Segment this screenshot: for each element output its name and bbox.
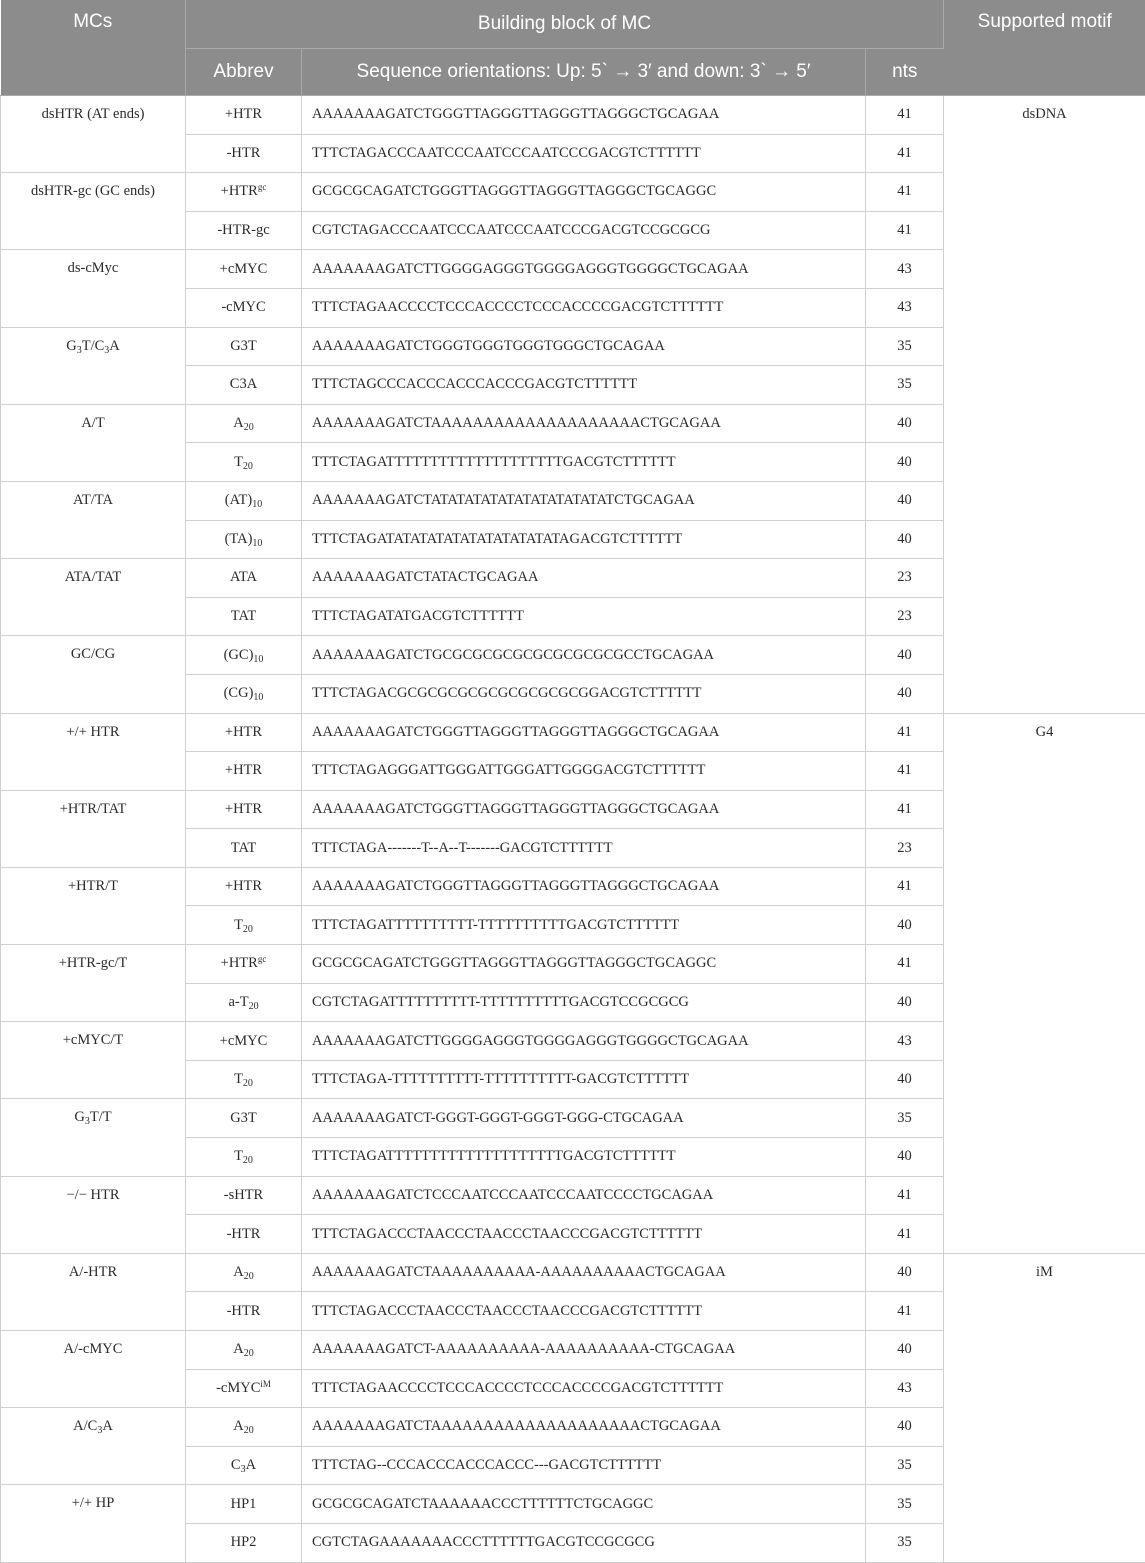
supported-motif-cell: G4 [944,713,1145,1253]
nts-cell: 40 [866,443,944,482]
text-part: ATA [230,569,257,585]
mc-name-cell [1,1022,186,1099]
abbrev-cell [186,1253,302,1292]
text-part: dsHTR-gc (GC ends) [31,183,155,199]
sequence-cell: TTTCTAGATTTTTTTTTTTTTTTTTTTTGACGTCTTTTTT [302,443,866,482]
text-part: -cMYC [216,1380,260,1396]
text-part: -cMYC [221,299,265,315]
sequence-cell: AAAAAAAGATCTCCCAATCCCAATCCCAATCCCCTGCAGAA [302,1176,866,1215]
abbrev-cell [186,1331,302,1370]
abbrev-cell [186,1022,302,1061]
nts-cell: 40 [866,1331,944,1370]
text-part: T [234,1071,243,1087]
nts-cell: 43 [866,1369,944,1408]
sequence-cell: CGTCTAGAAAAAAACCCTTTTTTGACGTCCGCGCG [302,1523,866,1562]
sequence-cell: AAAAAAAGATCT-GGGT-GGGT-GGGT-GGG-CTGCAGAA [302,1099,866,1138]
text-part: +HTR [225,801,262,817]
text-part: GC/CG [71,646,115,662]
text-part: A/C [73,1418,97,1434]
text-part: HP2 [231,1534,257,1550]
text-part: (AT) [225,492,252,508]
mc-name-cell [1,1253,186,1330]
text-part: -HTR-gc [217,222,269,238]
nts-cell: 35 [866,1446,944,1485]
text-part: -HTR [227,1226,261,1242]
header-abbrev: Abbrev [186,49,302,96]
abbrev-cell [186,1176,302,1215]
abbrev-cell [186,211,302,250]
text-part: +HTR [225,724,262,740]
text-part: A/-cMYC [64,1341,123,1357]
nts-cell: 23 [866,597,944,636]
abbrev-cell [186,443,302,482]
text-part: +HTR-gc/T [59,955,128,971]
sequence-cell: AAAAAAAGATCTGGGTGGGTGGGTGGGCTGCAGAA [302,327,866,366]
sequence-cell: GCGCGCAGATCTGGGTTAGGGTTAGGGTTAGGGCTGCAGGC [302,173,866,212]
abbrev-cell [186,1215,302,1254]
nts-cell: 23 [866,829,944,868]
abbrev-cell [186,96,302,135]
sequence-cell: TTTCTAGCCCACCCACCCACCCGACGTCTTTTTT [302,366,866,405]
abbrev-cell [186,134,302,173]
superscript: gc [258,954,267,964]
nts-cell: 23 [866,559,944,598]
nts-cell: 41 [866,173,944,212]
text-part: +cMYC [220,261,268,277]
subscript: 20 [244,1425,254,1436]
text-part: +HTR [225,762,262,778]
sequence-cell: TTTCTAGATTTTTTTTTT-TTTTTTTTTTGACGTCTTTTTT [302,906,866,945]
nts-cell: 40 [866,1253,944,1292]
text-part: AT/TA [73,492,113,508]
subscript: 20 [249,1001,259,1012]
header-mcs: MCs [1,0,186,96]
header-supported-motif: Supported motif [944,0,1145,96]
abbrev-cell [186,867,302,906]
table-body [1,96,1145,1563]
subscript: 3 [241,1464,246,1475]
abbrev-cell [186,945,302,984]
sequence-cell: TTTCTAGAGGGATTGGGATTGGGATTGGGGACGTCTTTTTT [302,752,866,791]
sequence-cell: TTTCTAGAACCCCTCCCACCCCTCCCACCCCGACGTCTTTTTT [302,288,866,327]
subscript: 10 [252,538,262,549]
supported-motif-cell: iM [944,1253,1145,1562]
nts-cell: 35 [866,1099,944,1138]
nts-cell: 41 [866,1176,944,1215]
supported-motif-cell: dsDNA [944,96,1145,714]
text-part: A [109,338,119,354]
abbrev-cell [186,829,302,868]
abbrev-cell [186,1060,302,1099]
sequence-cell: AAAAAAAGATCTGGGTTAGGGTTAGGGTTAGGGCTGCAGAA [302,867,866,906]
abbrev-cell [186,752,302,791]
text-part: −/− HTR [66,1187,119,1203]
sequence-cell: TTTCTAGACCCTAACCCTAACCCTAACCCGACGTCTTTTTT [302,1292,866,1331]
sequence-cell: AAAAAAAGATCT-AAAAAAAAAA-AAAAAAAAAA-CTGCAGAA [302,1331,866,1370]
sequence-cell: TTTCTAG--CCCACCCACCCACCC---GACGTCTTTTTT [302,1446,866,1485]
nts-cell: 43 [866,1022,944,1061]
nts-cell: 35 [866,366,944,405]
abbrev-cell [186,790,302,829]
abbrev-cell [186,1485,302,1524]
subscript: 3 [77,345,82,356]
text-part: C [231,1457,241,1473]
nts-cell: 40 [866,1060,944,1099]
abbrev-cell [186,173,302,212]
mc-name-cell [1,404,186,481]
abbrev-cell [186,559,302,598]
sequence-cell: GCGCGCAGATCTAAAAAACCCTTTTTTCTGCAGGC [302,1485,866,1524]
sequence-cell: AAAAAAAGATCTAAAAAAAAAAAAAAAAAAAACTGCAGAA [302,404,866,443]
nts-cell: 41 [866,1292,944,1331]
sequence-cell: AAAAAAAGATCTGGGTTAGGGTTAGGGTTAGGGCTGCAGAA [302,790,866,829]
text-part: G3T [230,1110,257,1126]
text-part: A [233,1264,243,1280]
nts-cell: 43 [866,250,944,289]
text-part: A [233,1341,243,1357]
sequence-cell: CGTCTAGACCCAATCCCAATCCCAATCCCGACGTCCGCGCG [302,211,866,250]
nts-cell: 40 [866,1408,944,1447]
abbrev-cell [186,250,302,289]
nts-cell: 41 [866,790,944,829]
nts-cell: 41 [866,1215,944,1254]
text-part: ATA/TAT [65,569,121,585]
nts-cell: 41 [866,134,944,173]
mc-name-cell [1,96,186,173]
mc-name-cell [1,559,186,636]
text-part: C3A [230,376,257,392]
mc-name-cell [1,1408,186,1485]
subscript: 20 [243,924,253,935]
mc-name-cell [1,1176,186,1253]
table-row [1,713,1145,752]
mc-name-cell [1,481,186,558]
abbrev-cell [186,288,302,327]
sequence-cell: AAAAAAAGATCTGGGTTAGGGTTAGGGTTAGGGCTGCAGAA [302,713,866,752]
text-part: +HTR [225,106,262,122]
text-part: G [66,338,76,354]
text-part: -HTR [227,1303,261,1319]
mc-name-cell [1,867,186,944]
abbrev-cell [186,597,302,636]
mc-name-cell [1,327,186,404]
header-orientation: Sequence orientations: Up: 5` → 3′ and down: 3` → 5′ [302,49,866,96]
abbrev-cell [186,983,302,1022]
text-part: A/-HTR [69,1264,117,1280]
nts-cell: 40 [866,674,944,713]
text-part: +cMYC [220,1033,268,1049]
text-part: +HTR/T [68,878,118,894]
text-part: -HTR [227,145,261,161]
sequence-cell: TTTCTAGATATATATATATATATATATATAGACGTCTTTTTT [302,520,866,559]
text-part: +/+ HP [72,1495,115,1511]
nts-cell: 35 [866,1523,944,1562]
abbrev-cell [186,636,302,675]
nts-cell: 40 [866,636,944,675]
text-part: T [234,454,243,470]
nts-cell: 40 [866,1138,944,1177]
nts-cell: 35 [866,327,944,366]
sequence-cell: AAAAAAAGATCTAAAAAAAAAA-AAAAAAAAAACTGCAGAA [302,1253,866,1292]
sequence-cell: TTTCTAGATATGACGTCTTTTTT [302,597,866,636]
text-part: +HTR/TAT [60,801,127,817]
nts-cell: 40 [866,520,944,559]
sequence-cell: TTTCTAGA-------T--A--T-------GACGTCTTTTTT [302,829,866,868]
text-part: +HTR [225,878,262,894]
sequence-cell: AAAAAAAGATCTATATATATATATATATATATATCTGCAGAA [302,481,866,520]
text-part: (TA) [225,531,253,547]
text-part: (GC) [224,647,254,663]
abbrev-cell [186,366,302,405]
subscript: 3 [104,345,109,356]
abbrev-cell [186,1099,302,1138]
abbrev-cell [186,520,302,559]
abbrev-cell [186,1446,302,1485]
text-part: +/+ HTR [66,724,119,740]
text-part: -sHTR [224,1187,263,1203]
text-part: A [246,1457,256,1473]
abbrev-cell [186,327,302,366]
nts-cell: 41 [866,867,944,906]
subscript: 3 [97,1425,102,1436]
subscript: 20 [243,461,253,472]
text-part: G [74,1109,84,1125]
text-part: T/T [90,1109,112,1125]
nts-cell: 43 [866,288,944,327]
text-part: A [102,1418,112,1434]
abbrev-cell [186,1408,302,1447]
sequence-cell: AAAAAAAGATCTAAAAAAAAAAAAAAAAAAAACTGCAGAA [302,1408,866,1447]
text-part: A/T [81,415,104,431]
sequence-cell: AAAAAAAGATCTATACTGCAGAA [302,559,866,598]
subscript: 10 [252,499,262,510]
nts-cell: 41 [866,752,944,791]
text-part: +cMYC/T [63,1032,124,1048]
abbrev-cell [186,404,302,443]
abbrev-cell [186,481,302,520]
nts-cell: 41 [866,945,944,984]
text-part: T [234,917,243,933]
text-part: A [233,1418,243,1434]
subscript: 20 [243,1155,253,1166]
text-part: T [234,1148,243,1164]
text-part: ds-cMyc [68,260,119,276]
sequence-cell: CGTCTAGATTTTTTTTTT-TTTTTTTTTTGACGTCCGCGCG [302,983,866,1022]
sequence-cell: AAAAAAAGATCTGCGCGCGCGCGCGCGCGCGCCTGCAGAA [302,636,866,675]
sequence-cell: TTTCTAGACCCTAACCCTAACCCTAACCCGACGTCTTTTTT [302,1215,866,1254]
subscript: 3 [85,1116,90,1127]
abbrev-cell [186,1138,302,1177]
sequence-cell: TTTCTAGACGCGCGCGCGCGCGCGCGCGGACGTCTTTTTT [302,674,866,713]
abbrev-cell [186,713,302,752]
mc-name-cell [1,636,186,713]
nts-cell: 40 [866,481,944,520]
nts-cell: 41 [866,211,944,250]
mc-name-cell [1,1485,186,1562]
mc-name-cell [1,945,186,1022]
superscript: iM [260,1379,271,1389]
text-part: dsHTR (AT ends) [42,106,145,122]
sequence-cell: AAAAAAAGATCTGGGTTAGGGTTAGGGTTAGGGCTGCAGAA [302,96,866,135]
nts-cell: 35 [866,1485,944,1524]
header-nts: nts [866,49,944,96]
abbrev-cell [186,674,302,713]
table-row [1,96,1145,135]
nts-cell: 41 [866,96,944,135]
nts-cell: 40 [866,906,944,945]
subscript: 20 [244,1348,254,1359]
table-header [1,0,1145,96]
sequence-cell: TTTCTAGACCCAATCCCAATCCCAATCCCGACGTCTTTTTT [302,134,866,173]
mc-name-cell [1,250,186,327]
sequence-cell: GCGCGCAGATCTGGGTTAGGGTTAGGGTTAGGGCTGCAGGC [302,945,866,984]
text-part: HP1 [231,1496,257,1512]
sequence-cell: AAAAAAAGATCTTGGGGAGGGTGGGGAGGGTGGGGCTGCAGAA [302,1022,866,1061]
subscript: 20 [244,422,254,433]
sequence-cell: TTTCTAGATTTTTTTTTTTTTTTTTTTTGACGTCTTTTTT [302,1138,866,1177]
abbrev-cell [186,1292,302,1331]
text-part: TAT [231,840,256,856]
text-part: a-T [228,994,248,1010]
mc-name-cell [1,173,186,250]
nts-cell: 40 [866,404,944,443]
text-part: +HTR [221,183,258,199]
abbrev-cell [186,906,302,945]
subscript: 20 [244,1271,254,1282]
nts-cell: 40 [866,983,944,1022]
table-row [1,1253,1145,1292]
sequence-cell: AAAAAAAGATCTTGGGGAGGGTGGGGAGGGTGGGGCTGCAGAA [302,250,866,289]
text-part: +HTR [221,955,258,971]
text-part: T/C [82,338,105,354]
sequence-cell: TTTCTAGAACCCCTCCCACCCCTCCCACCCCGACGTCTTTTTT [302,1369,866,1408]
header-building-block: Building block of MC [186,0,944,49]
superscript: gc [258,182,267,192]
mc-name-cell [1,713,186,790]
subscript: 20 [243,1078,253,1089]
subscript: 10 [253,692,263,703]
mc-name-cell [1,1331,186,1408]
abbrev-cell [186,1369,302,1408]
abbrev-cell [186,1523,302,1562]
mc-name-cell [1,790,186,867]
subscript: 10 [253,654,263,665]
text-part: (CG) [224,685,254,701]
text-part: TAT [231,608,256,624]
mc-name-cell [1,1099,186,1176]
text-part: A [233,415,243,431]
sequence-cell: TTTCTAGA-TTTTTTTTTT-TTTTTTTTTT-GACGTCTTTTTT [302,1060,866,1099]
text-part: G3T [230,338,257,354]
nts-cell: 41 [866,713,944,752]
